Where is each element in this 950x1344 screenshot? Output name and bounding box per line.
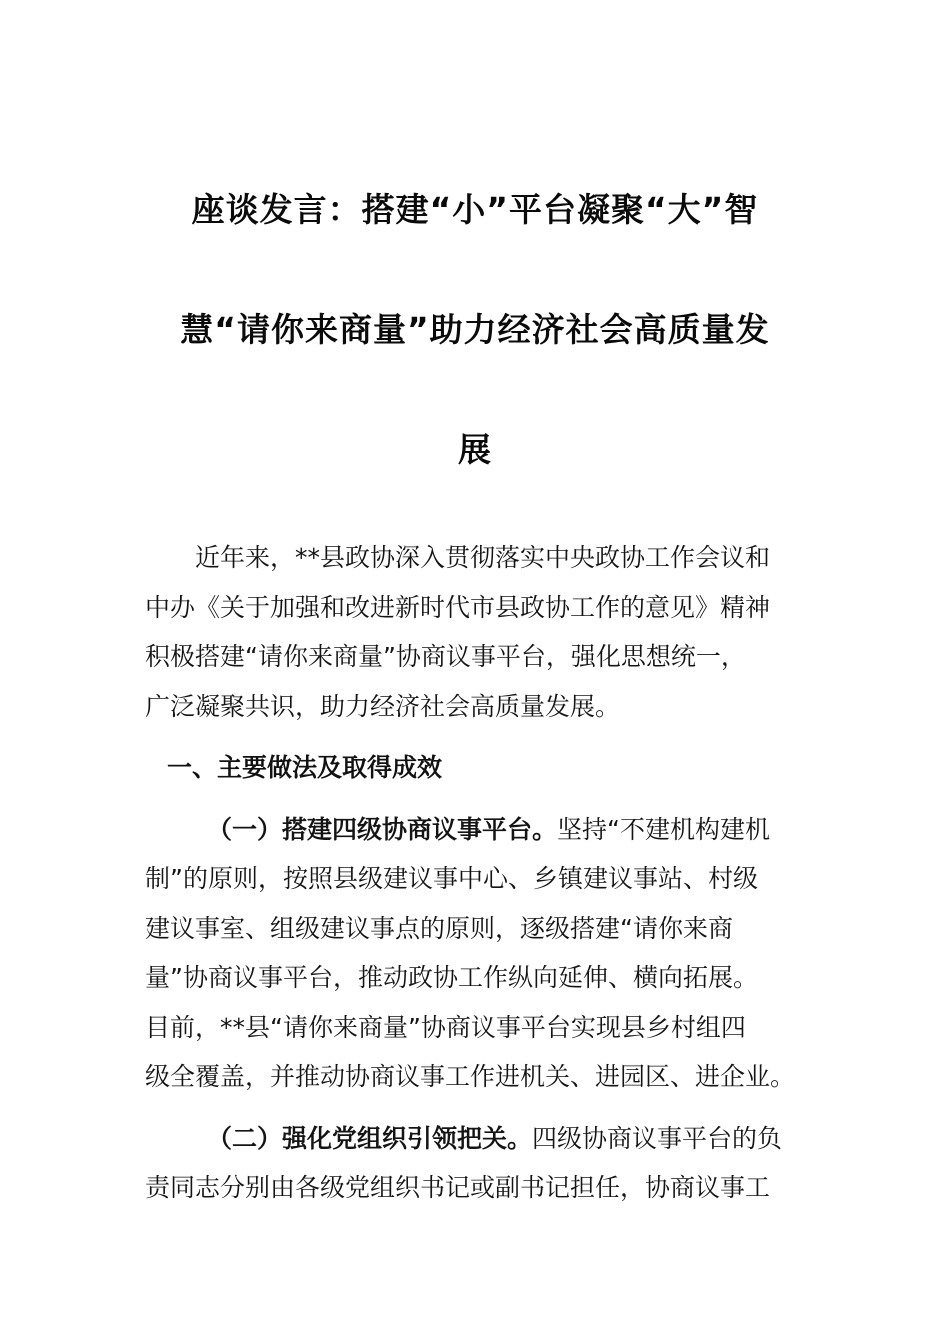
- item-title: （二）强化党组织引领把关。: [207, 1123, 533, 1153]
- title-line: 慧“请你来商量”助力经济社会高质量发: [180, 310, 770, 349]
- title-line: 座谈发言：搭建“小”平台凝聚“大”智: [191, 190, 759, 229]
- paragraph-line: 目前，**县“请你来商量”协商议事平台实现县乡村组四: [145, 1012, 746, 1042]
- paragraph-line: [145, 1114, 807, 1164]
- section-heading: 一、主要做法及取得成效: [167, 753, 443, 782]
- document-body: [145, 533, 807, 1213]
- item-paragraph-2: [145, 1114, 807, 1213]
- paragraph-line: 责同志分别由各级党组织书记或副书记担任，协商议事工: [145, 1173, 771, 1202]
- paragraph-line: 建议事室、组级建议事点的原则，逐级搭建“请你来商: [145, 913, 733, 943]
- paragraph-line: 量”协商议事平台，推动政协工作纵向延伸、横向拓展。: [145, 963, 758, 992]
- paragraph-line: 广泛凝聚共识，助力经济社会高质量发展。: [145, 691, 621, 721]
- paragraph-line: 级全覆盖，并推动协商议事工作进机关、进园区、进企业。: [145, 1062, 796, 1091]
- item-title: （一）搭建四级协商议事平台。: [207, 814, 558, 844]
- title-line: 展: [458, 430, 492, 469]
- item-paragraph-1: [145, 805, 807, 1102]
- paragraph-line: [145, 805, 807, 855]
- paragraph-line: 积极搭建“请你来商量”协商议事平台，强化思想统一，: [145, 642, 746, 671]
- paragraph-line: 近年来，**县政协深入贯彻落实中央政协工作会议和: [195, 543, 771, 572]
- item-text: 坚持“不建机构建机: [557, 814, 770, 844]
- document-title: [145, 150, 805, 510]
- paragraph-line: 中办《关于加强和改进新时代市县政协工作的意见》精神: [145, 592, 771, 622]
- item-text: 四级协商议事平台的负: [532, 1123, 783, 1153]
- paragraph-line: 制”的原则，按照县级建议事中心、乡镇建议事站、村级: [145, 864, 758, 893]
- intro-paragraph: [145, 533, 807, 731]
